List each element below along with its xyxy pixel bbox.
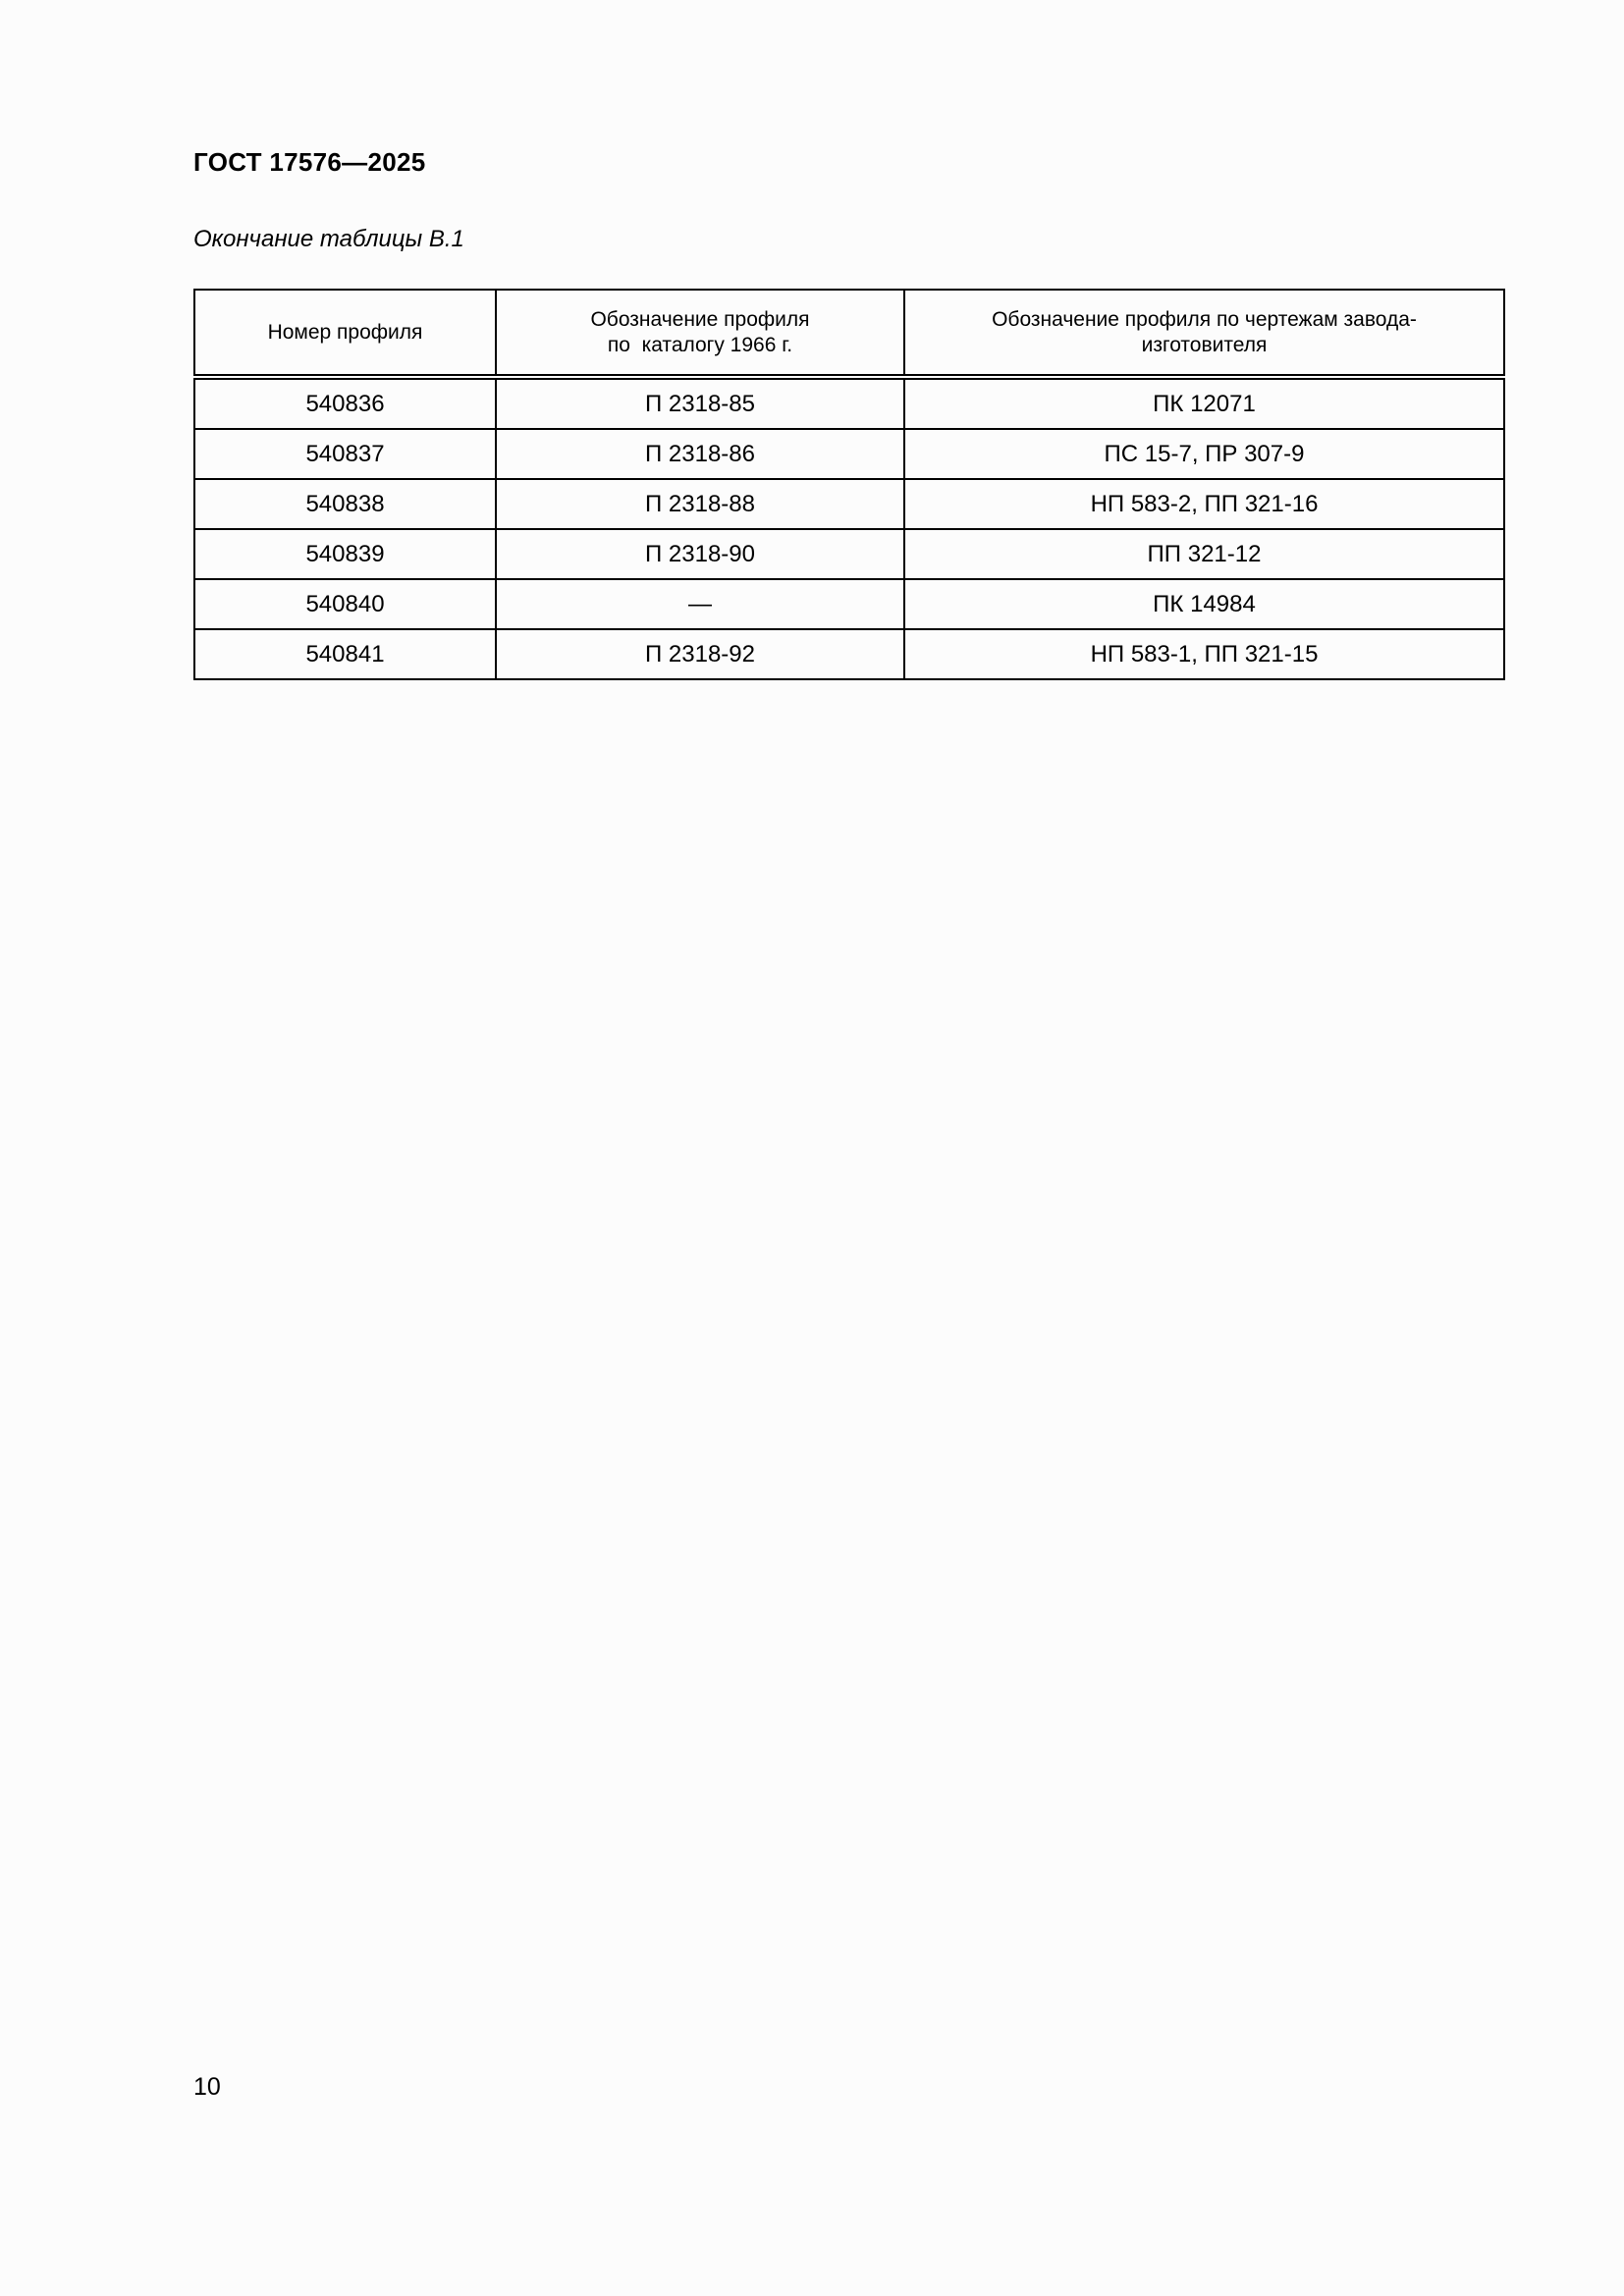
table-row [194, 429, 1504, 479]
column-header-catalog-designation [496, 290, 904, 377]
page-number: 10 [193, 2073, 221, 2101]
document-header: ГОСТ 17576—2025 [193, 147, 426, 177]
table-body [194, 377, 1504, 679]
cell-profile-number: 540837 [194, 429, 496, 479]
cell-catalog-designation: П 2318-88 [496, 479, 904, 529]
table-row [194, 479, 1504, 529]
table-row [194, 579, 1504, 629]
cell-profile-number: 540841 [194, 629, 496, 679]
header-line: Обозначение профиля по чертежам завода- [992, 307, 1417, 331]
table-row [194, 377, 1504, 429]
cell-factory-designation: НП 583-2, ПП 321-16 [904, 479, 1504, 529]
profile-table [193, 289, 1505, 680]
header-line: по каталогу 1966 г. [607, 333, 793, 356]
cell-profile-number: 540838 [194, 479, 496, 529]
table-caption: Окончание таблицы В.1 [193, 226, 464, 252]
table-row [194, 529, 1504, 579]
cell-factory-designation: ПК 12071 [904, 377, 1504, 429]
cell-catalog-designation: П 2318-86 [496, 429, 904, 479]
header-line: изготовителя [1141, 333, 1268, 356]
cell-profile-number: 540839 [194, 529, 496, 579]
header-line: Обозначение профиля [590, 307, 810, 331]
cell-factory-designation: ПК 14984 [904, 579, 1504, 629]
table-row [194, 629, 1504, 679]
cell-factory-designation: ПС 15-7, ПР 307-9 [904, 429, 1504, 479]
cell-catalog-designation: П 2318-85 [496, 377, 904, 429]
cell-catalog-designation: П 2318-92 [496, 629, 904, 679]
cell-profile-number: 540836 [194, 377, 496, 429]
cell-catalog-designation: П 2318-90 [496, 529, 904, 579]
cell-catalog-designation: — [496, 579, 904, 629]
table-header-row [194, 290, 1504, 377]
cell-factory-designation: НП 583-1, ПП 321-15 [904, 629, 1504, 679]
column-header-profile-number [194, 290, 496, 377]
column-header-factory-designation [904, 290, 1504, 377]
cell-factory-designation: ПП 321-12 [904, 529, 1504, 579]
cell-profile-number: 540840 [194, 579, 496, 629]
table-header [194, 290, 1504, 377]
header-line: Номер профиля [267, 320, 423, 344]
